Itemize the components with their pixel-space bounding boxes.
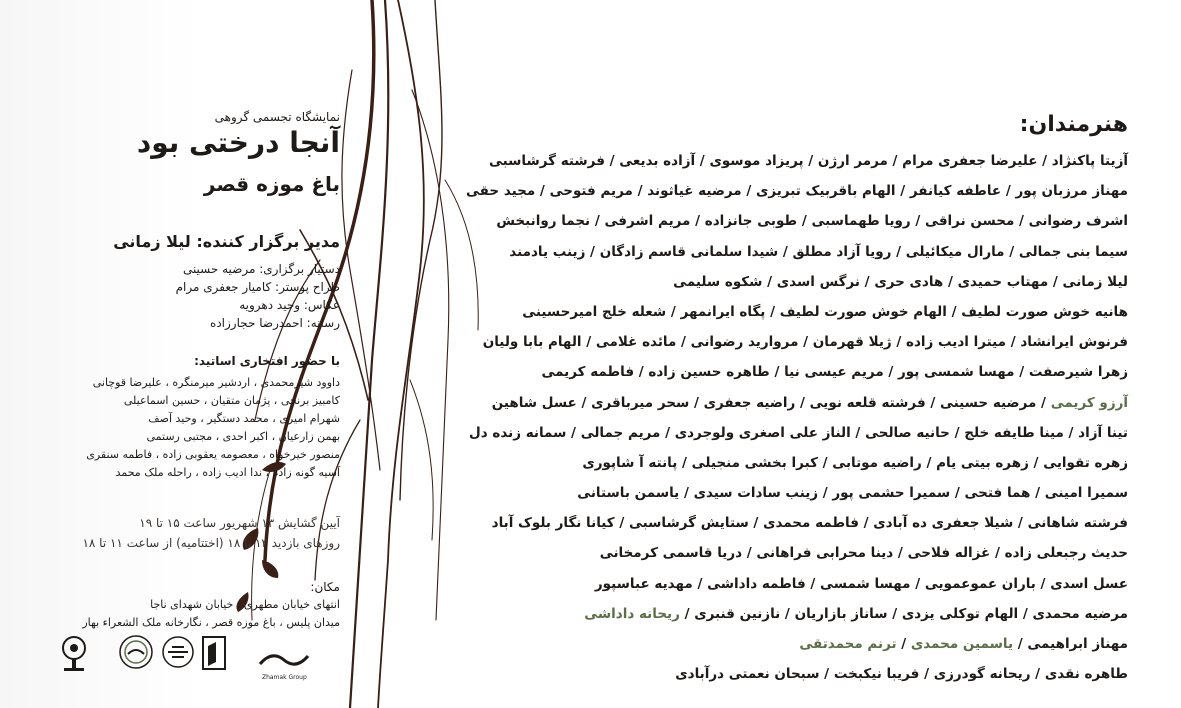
separator: /: [910, 575, 925, 592]
artist-name: فرشته گرشاسبی: [488, 153, 605, 169]
artist-name: سحر میرباقری: [591, 394, 690, 411]
artist-name: مهتاب حمیدی: [957, 273, 1049, 290]
artist-name: مارال میکائیلی: [905, 243, 1005, 260]
artist-name: ستایش گرشاسبی: [628, 515, 749, 532]
artist-name: ساناز بازاریان: [794, 605, 888, 622]
artist-name: عسل اسدی: [1050, 575, 1128, 592]
separator: /: [769, 364, 785, 381]
zhamak-group-label: Zhamak Group: [262, 674, 307, 681]
separator: /: [1036, 394, 1051, 411]
artist-row: [423, 237, 1128, 267]
separator: /: [910, 213, 926, 230]
artist-name: مهسا شمسی: [820, 575, 911, 592]
artist-name: اشرف رضوانی: [1028, 213, 1128, 230]
separator: /: [676, 334, 691, 351]
separator: /: [780, 605, 795, 622]
artist-row: [423, 448, 1128, 478]
separator: /: [896, 636, 911, 652]
separator: /: [660, 424, 675, 441]
circular-logo: [118, 634, 154, 674]
separator: /: [798, 334, 813, 351]
artist-row: [423, 569, 1128, 599]
credit-assistant: دستیار برگزاری: مرضیه حسینی: [182, 262, 340, 276]
separator: /: [817, 454, 833, 471]
separator: /: [1037, 153, 1052, 169]
separator: /: [919, 666, 934, 683]
artist-name: علیرضا جعفری مرام: [902, 153, 1038, 169]
separator: /: [762, 273, 777, 290]
artist-name: مرضیه حسینی: [940, 394, 1037, 411]
artist-name: پریزاد موسوی: [709, 153, 804, 169]
artist-row: [423, 388, 1128, 418]
separator: /: [590, 213, 605, 230]
separator: /: [818, 485, 833, 502]
artist-name: مهناز ابراهیمی: [1027, 636, 1128, 652]
separator: /: [690, 213, 705, 230]
separator: /: [1004, 243, 1019, 260]
artist-name: فاطمه کریمی: [541, 364, 635, 381]
artist-name: الهام توکلی یزدی: [901, 605, 1019, 622]
separator: /: [1035, 575, 1051, 592]
location-line: میدان پلیس ، باغ موزه قصر ، نگارخانه ملک الشعراء بهار: [82, 616, 340, 629]
artist-name: مرضیه غیاثوند: [647, 183, 742, 200]
separator: /: [604, 153, 620, 169]
guests-title: با حضور افتخاری اساتید:: [194, 354, 340, 368]
separator: /: [859, 273, 875, 290]
separator: /: [1030, 485, 1045, 502]
artist-name: یاسمین محمدی: [910, 636, 1014, 652]
guests-line: بهمن زارعیان ، اکبر احدی ، مجتبی رستمی: [146, 430, 340, 443]
separator: /: [1048, 273, 1063, 290]
artist-name: زهرا شیرصفت: [1028, 364, 1128, 381]
separator: /: [891, 243, 906, 260]
separator: /: [585, 243, 600, 260]
venue-name: باغ موزه قصر: [203, 172, 340, 196]
artist-name: سبحان نعمتی درآبادی: [675, 666, 820, 683]
artist-row: [423, 176, 1128, 206]
artist-name: نازنین قنبری: [694, 605, 781, 622]
artist-name: هانیه خوش صورت لطیف: [961, 303, 1128, 320]
artist-name: تینا آزاد: [1078, 424, 1128, 441]
credit-photographer: عکاس: وحید دهرویه: [239, 298, 340, 312]
exhibition-subtitle: نمایشگاه تجسمی گروهی: [214, 110, 340, 124]
separator: /: [1014, 213, 1029, 230]
artist-name: مرمر ارژن: [817, 153, 888, 169]
artist-name: مینا طایفه خلج: [964, 424, 1064, 441]
separator: /: [803, 153, 818, 169]
separator: /: [741, 183, 756, 200]
separator: /: [632, 183, 648, 200]
separator: /: [887, 153, 903, 169]
artists-list: [423, 146, 1128, 689]
artist-name: نرگس اسدی: [776, 273, 860, 290]
guests-line: منصور خیرخواه ، معصومه یعقوبی زاده ، فاطمه سنقری: [86, 448, 340, 461]
artist-name: ترنم محمدتقی: [799, 636, 897, 652]
artist-name: فرنوش ایرانشاد: [1020, 334, 1128, 351]
separator: /: [1013, 636, 1028, 652]
opening-date: آیین گشایش ۱۳ شهریور ساعت ۱۵ تا ۱۹: [139, 516, 340, 530]
guests-line: شهرام امیری ، محمد دستگیر ، وحید آصف: [148, 412, 340, 425]
artist-name: فرشته شاهانی: [1027, 515, 1128, 532]
artist-row: [423, 327, 1128, 357]
separator: /: [576, 394, 592, 411]
artist-name: هادی حری: [874, 273, 944, 290]
director-credit: مدیر برگزار کننده: لیلا زمانی: [113, 232, 340, 251]
separator: /: [946, 303, 962, 320]
artist-row: [423, 297, 1128, 327]
visiting-dates: روزهای بازدید ۱۳ تا ۱۸ (اختتامیه) از ساعت ۱۱ تا ۱۸: [82, 536, 340, 550]
artist-row: [423, 629, 1128, 659]
separator: /: [535, 183, 550, 200]
artist-name: دریا قاسمی کرمخانی: [599, 545, 743, 562]
artist-name: عاطفه کیانفر: [909, 183, 1002, 200]
credit-media: رسانه: احمدرضا حجارزاده: [210, 316, 340, 330]
artist-name: کیانا نگار بلوک آباد: [491, 515, 615, 532]
artist-name: ریحانه داداشی: [584, 605, 680, 622]
artist-name: الناز علی اصغری ولوجردی: [674, 424, 851, 441]
artist-name: مریم اشرفی: [604, 213, 691, 230]
separator: /: [943, 273, 958, 290]
artist-row: [423, 538, 1128, 568]
separator: /: [1018, 605, 1033, 622]
artist-name: باران عموعمویی: [924, 575, 1036, 592]
separator: /: [679, 485, 694, 502]
artist-name: زهره تقوایی: [1043, 454, 1128, 471]
separator: /: [765, 303, 780, 320]
separator: /: [990, 545, 1005, 562]
credit-poster-designer: طراح پوستر: کامیار جعفری مرام: [175, 280, 340, 294]
guests-line: داوود شیرمحمدی ، اردشیر میرمنگره ، علیرضا قوچانی: [92, 376, 340, 389]
separator: /: [1030, 666, 1045, 683]
guests-line: کامبیز برنجی ، پژمان متقیان ، حسین اسماعیلی: [123, 394, 340, 407]
event-info-column: [40, 0, 340, 708]
artist-row: [423, 508, 1128, 538]
separator: /: [778, 243, 793, 260]
separator: /: [634, 364, 649, 381]
separator: /: [891, 334, 906, 351]
separator: /: [795, 394, 810, 411]
artist-name: سیما بنی جمالی: [1018, 243, 1128, 260]
artist-row: [423, 659, 1128, 689]
artist-name: طوبی جانزاده: [704, 213, 798, 230]
guests-line: آسیه گونه زاده ، ندا ادیب زاده ، راحله ملک محمد: [115, 466, 340, 479]
separator: /: [850, 424, 866, 441]
separator: /: [1006, 334, 1021, 351]
artist-name: الهام خوش صورت لطیف: [779, 303, 947, 320]
separator: /: [893, 545, 908, 562]
artist-name: هما فتحی: [964, 485, 1031, 502]
separator: /: [887, 605, 902, 622]
artist-name: فاطمه داداشی: [707, 575, 806, 592]
artist-name: فرشته قلعه نویی: [809, 394, 926, 411]
artist-name: رویا آزاد مطلق: [792, 243, 892, 260]
separator: /: [1014, 364, 1029, 381]
artist-row: [423, 146, 1128, 176]
separator: /: [748, 515, 764, 532]
artist-name: الهام بابا ولیان: [482, 334, 582, 351]
artist-name: سمانه زنده دل: [469, 424, 567, 441]
artist-name: پگاه ایرانمهر: [680, 303, 766, 320]
artist-name: ریحانه گودرزی: [933, 666, 1031, 683]
separator: /: [949, 424, 965, 441]
artist-name: زینب یادمند: [509, 243, 586, 260]
artist-name: میترا ادیب زاده: [906, 334, 1007, 351]
artist-name: حانیه صالحی: [865, 424, 950, 441]
artist-name: آرزو کریمی: [1050, 394, 1128, 411]
artist-name: دینا محرابی فراهانی: [756, 545, 894, 562]
separator: /: [1013, 515, 1028, 532]
separator: /: [1028, 454, 1044, 471]
artist-name: محسن نراقی: [925, 213, 1015, 230]
artist-name: غزاله فلاحی: [907, 545, 991, 562]
separator: /: [797, 213, 812, 230]
artist-name: طاهره حسین زاده: [648, 364, 770, 381]
artist-name: حدیث رجبعلی زاده: [1004, 545, 1128, 562]
separator: /: [677, 454, 692, 471]
artist-row: [423, 478, 1128, 508]
separator: /: [695, 153, 710, 169]
artist-name: سمیرا امینی: [1044, 485, 1128, 502]
artist-name: راضیه موتابی: [832, 454, 922, 471]
artist-name: مهدیه عباسپور: [594, 575, 693, 592]
artist-name: مهناز مرزبان پور: [1015, 183, 1128, 200]
text-logo: [160, 634, 196, 674]
frame-logo: [200, 634, 230, 676]
exhibition-title: آنجا درختی بود: [136, 126, 340, 159]
separator: /: [581, 334, 596, 351]
separator: /: [819, 666, 834, 683]
artist-name: فریبا نیکبخت: [833, 666, 920, 683]
artist-name: آزاده بدیعی: [619, 153, 696, 169]
artist-name: سمیرا حشمی پور: [832, 485, 951, 502]
separator: /: [805, 575, 821, 592]
artist-name: مرضیه محمدی: [1032, 605, 1128, 622]
artist-name: آزیتا پاکنژاد: [1051, 153, 1128, 169]
separator: /: [566, 424, 581, 441]
zhamak-group-logo: [256, 650, 312, 681]
separator: /: [950, 485, 965, 502]
artist-row: [423, 418, 1128, 448]
separator: /: [1001, 183, 1016, 200]
artist-name: عسل شاهین: [491, 394, 577, 411]
location-title: مکان:: [310, 580, 340, 594]
artist-name: مریم عیسی نیا: [784, 364, 884, 381]
artist-name: شیلا جعفری ده آبادی: [873, 515, 1014, 532]
artist-name: مروارید رضوانی: [690, 334, 799, 351]
artist-name: نجما روانبخش: [496, 213, 591, 230]
artist-name: راضیه جعفری: [703, 394, 796, 411]
artist-row: [423, 357, 1128, 387]
separator: /: [883, 364, 899, 381]
separator: /: [1063, 424, 1079, 441]
separator: /: [895, 183, 910, 200]
artist-row: [423, 599, 1128, 629]
artist-row: [423, 267, 1128, 297]
separator: /: [742, 545, 757, 562]
artist-name: لیلا زمانی: [1062, 273, 1128, 290]
artist-name: زینب سادات سیدی: [693, 485, 819, 502]
separator: /: [679, 605, 695, 622]
artist-row: [423, 206, 1128, 236]
artist-name: زهره بیتی یام: [936, 454, 1029, 471]
artists-heading: هنرمندان:: [1019, 112, 1128, 137]
separator: /: [692, 575, 708, 592]
artist-name: پانته آ شاپوری: [582, 454, 678, 471]
artist-name: مریم جمالی: [580, 424, 661, 441]
artist-name: رویا طهماسبی: [811, 213, 911, 230]
location-line: انتهای خیابان مطهری ، خیابان شهدای ناجا: [150, 598, 340, 611]
artist-name: مجید حقی: [466, 183, 536, 200]
artist-name: کبرا بخشی منجیلی: [691, 454, 818, 471]
separator: /: [925, 394, 940, 411]
separator: /: [614, 515, 629, 532]
artist-name: مریم فتوحی: [549, 183, 633, 200]
artist-name: شعله خلج امیرحسینی: [522, 303, 667, 320]
artist-name: یاسمن باستانی: [577, 485, 680, 502]
artist-name: فاطمه محمدی: [763, 515, 859, 532]
separator: /: [921, 454, 937, 471]
tree-emblem-logo: [56, 634, 92, 678]
separator: /: [666, 303, 681, 320]
artist-name: طاهره نقدی: [1044, 666, 1128, 683]
separator: /: [689, 394, 704, 411]
artist-name: مائده غلامی: [595, 334, 677, 351]
artist-name: مهسا شمسی پور: [898, 364, 1015, 381]
artist-name: شکوه سلیمی: [673, 273, 763, 290]
artist-name: ژیلا قهرمان: [812, 334, 892, 351]
artist-name: الهام باقربیک تبریزی: [755, 183, 896, 200]
artist-name: شیدا سلمانی قاسم زادگان: [599, 243, 779, 260]
separator: /: [858, 515, 874, 532]
